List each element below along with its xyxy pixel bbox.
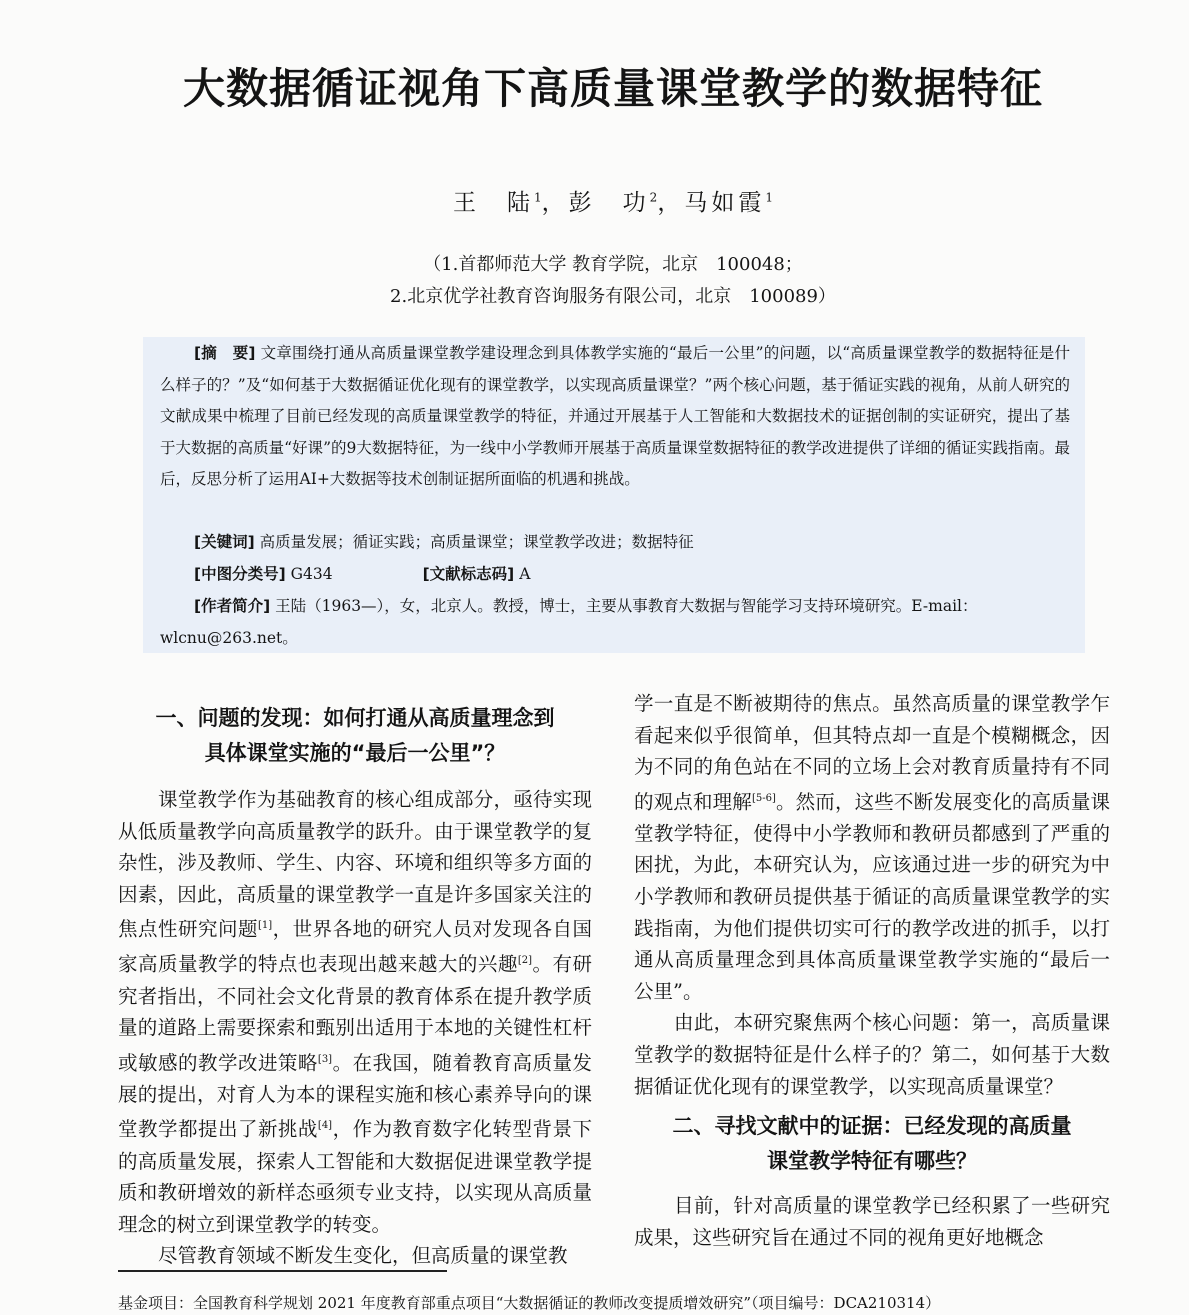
footnote-funding: 基金项目：全国教育科学规划 2021 年度教育部重点项目“大数据循证的教师改变提质增效研究”（项目编号：DCA210314） [118, 1294, 941, 1312]
citation-ref: [5-6] [751, 792, 776, 804]
body-text: 课堂教学作为基础教育的核心组成部分，亟待实现从低质量教学向高质量教学的跃升。由于课堂教学的复杂性，涉及教师、学生、内容、环境和组织等多方面的因素，因此，高质量的课堂教学一直是许多国家关注的焦点性研究问题 [118, 788, 592, 941]
author-bio [160, 591, 1070, 654]
affiliation-line: （1.首都师范大学 教育学院，北京 100048； [423, 254, 803, 275]
clc-value: G434 [290, 565, 333, 583]
citation-ref: [4] [317, 1120, 333, 1132]
section-heading-1 [118, 701, 592, 771]
body-text: 。然而，这些不断发展变化的高质量课堂教学特征，使得中小学教师和教研员都感到了严重的困扰，为此，本研究认为，应该通过进一步的研究为中小学教师和教研员提供基于循证的高质量课堂教学的实践指南，为他们提供切实可行的教学改进的抓手，以打通从高质量理念到具体高质量课堂教学实施的“最后一公里”。 [634, 790, 1110, 1003]
abstract-text: 文章围绕打通从高质量课堂教学建设理念到具体教学实施的“最后一公里”的问题，以“高质量课堂教学的数据特征是什么样子的？”及“如何基于大数据循证优化现有的课堂教学，以实现高质量课堂？”两个核心问题，基于循证实践的视角，从前人研究的文献成果中梳理了目前已经发现的高质量课堂教学的特征，并通过开展基于人工智能和大数据技术的证据创制的实证研究，提出了基于大数据的高质量“好课”的9大数据特征，为一线中小学教师开展基于高质量课堂数据特征的教学改进提供了详细的循证实践指南。最后，反思分析了运用AI+大数据等技术创制证据所面临的机遇和挑战。 [160, 344, 1070, 488]
body-text: 学一直是不断被期待的焦点。虽然高质量的课堂教学乍看起来似乎很简单，但其特点却一直是个模糊概念，因为不同的角色站在不同的立场上会对教育质量持有不同的观点和理解 [634, 692, 1110, 814]
footnote-rule [118, 1270, 447, 1272]
author-separator: ， [657, 190, 685, 216]
section-heading-line: 具体课堂实施的“最后一公里”？ [204, 741, 506, 765]
classification [160, 559, 1104, 591]
body-paragraph [118, 784, 592, 1240]
keywords [160, 527, 1104, 559]
affiliation-line: 2.北京优学社教育咨询服务有限公司，北京 100089） [390, 286, 836, 307]
body-column-right [634, 688, 1110, 1102]
body-paragraph: 目前，针对高质量的课堂教学已经积累了一些研究成果，这些研究旨在通过不同的视角更好地概念 [634, 1194, 1110, 1249]
body-paragraph [634, 688, 1110, 1007]
doc-code-value: A [519, 565, 531, 583]
author-name: 马如霞 [684, 190, 766, 216]
citation-ref: [1] [257, 920, 273, 932]
body-paragraph: 尽管教育领域不断发生变化，但高质量的课堂教 [158, 1244, 568, 1268]
citation-ref: [3] [317, 1053, 333, 1065]
author-name: 王 陆 [453, 190, 535, 216]
section-heading-line: 二、寻找文献中的证据：已经发现的高质量 [672, 1114, 1072, 1138]
section-heading-2 [634, 1109, 1110, 1179]
section-heading-line: 课堂教学特征有哪些？ [767, 1149, 977, 1173]
author-affiliation-sup: 2 [649, 190, 658, 205]
abstract-label: [摘 要] [194, 344, 256, 362]
abstract [160, 338, 1070, 496]
doc-code-label: [文献标志码] [422, 565, 515, 583]
section-heading-line: 一、问题的发现：如何打通从高质量理念到 [155, 706, 555, 730]
body-column-right-section2 [634, 1190, 1110, 1253]
body-text: ，世界各地的研究人员对发现各自国家高质量教学的特点也表现出越来越大的兴趣 [118, 917, 592, 976]
bio-text: 王陆（1963—），女，北京人。教授，博士，主要从事教育大数据与智能学习支持环境研究。E-mail：wlcnu@263.net。 [160, 597, 978, 647]
author-affiliation-sup: 1 [534, 190, 542, 205]
body-text: ，作为教育数字化转型背景下的高质量发展，探索人工智能和大数据促进课堂教学提质和教研增效的新样态亟须专业支持，以实现从高质量理念的树立到课堂教学的转变。 [118, 1117, 592, 1236]
body-paragraph: 由此，本研究聚焦两个核心问题：第一，高质量课堂教学的数据特征是什么样子的？第二，如何基于大数据循证优化现有的课堂教学，以实现高质量课堂？ [634, 1011, 1110, 1098]
author-separator: ， [541, 190, 569, 216]
keywords-text: 高质量发展；循证实践；高质量课堂；课堂教学改进；数据特征 [259, 533, 694, 551]
body-text: 。在我国，随着教育高质量发展的提出，对育人为本的课程实施和核心素养导向的课堂教学都提出了新挑战 [118, 1051, 592, 1141]
body-text: 。有研究者指出，不同社会文化背景的教育体系在提升教学质量的道路上需要探索和甄别出适用于本地的关键性杠杆或敏感的教学改进策略 [118, 952, 592, 1075]
keywords-label: [关键词] [194, 533, 255, 551]
body-column-left [118, 784, 592, 1272]
paper-title: 大数据循证视角下高质量课堂教学的数据特征 [182, 64, 1043, 113]
citation-ref: [2] [517, 955, 532, 967]
author-name: 彭 功 [568, 190, 650, 216]
author-list [0, 184, 1189, 217]
bio-label: [作者简介] [194, 597, 271, 615]
clc-label: [中图分类号] [194, 565, 286, 583]
author-affiliation-sup: 1 [765, 190, 773, 205]
